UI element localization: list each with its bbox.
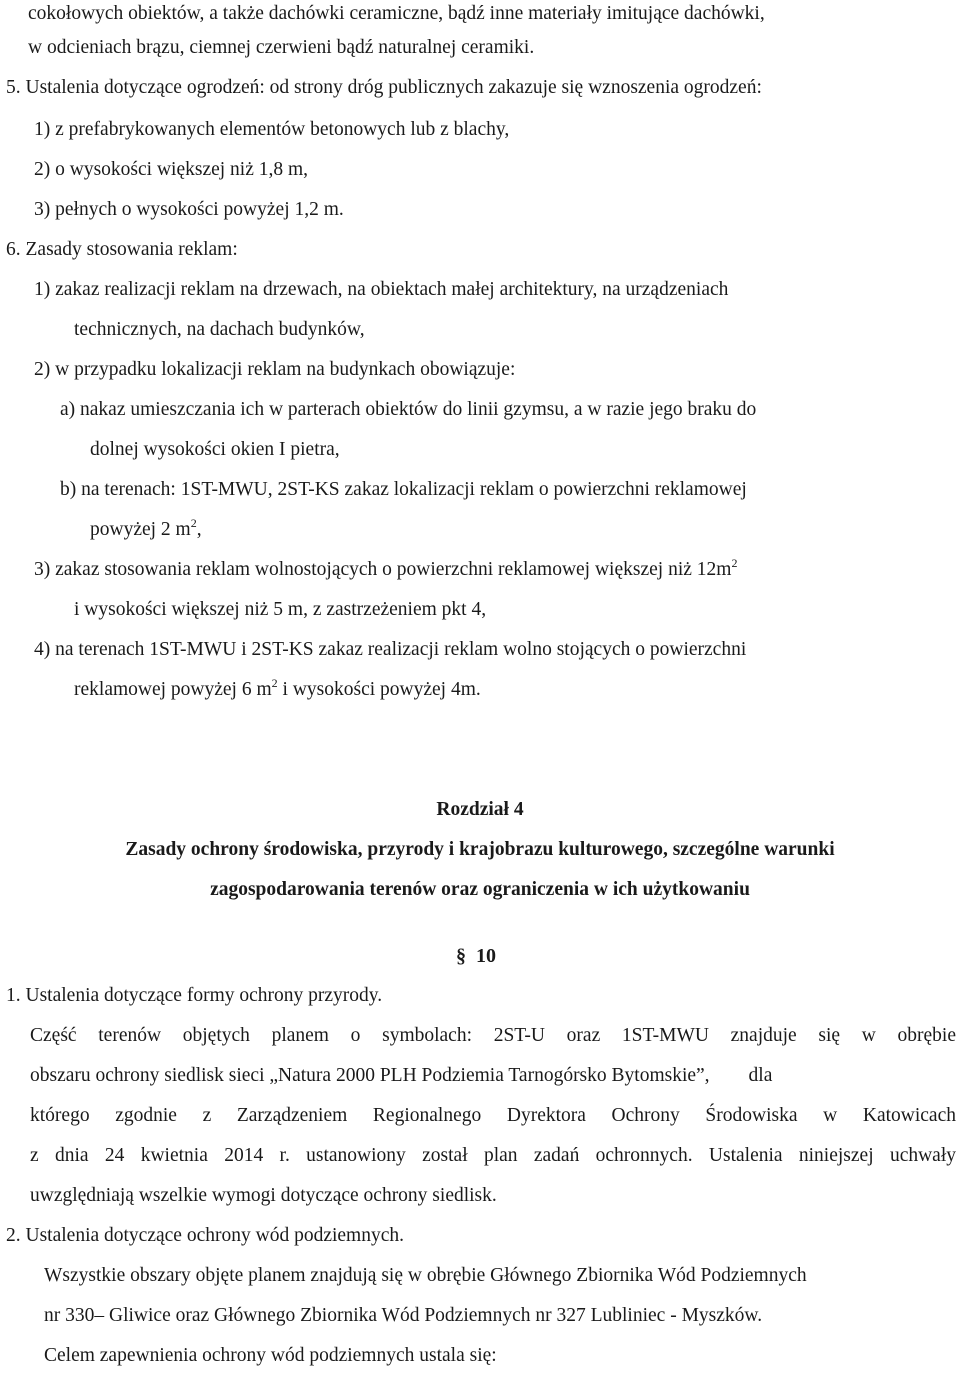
text-fragment: powyżej 2 m [90, 519, 191, 540]
text-line: Celem zapewnienia ochrony wód podziemnych ustala się: [44, 1345, 497, 1366]
text-line: uwzględniają wszelkie wymogi dotyczące ochrony siedlisk. [30, 1185, 497, 1206]
text-line: i wysokości większej niż 5 m, z zastrzeżeniem pkt 4, [74, 599, 487, 620]
paragraph-heading: 2. Ustalenia dotyczące ochrony wód podziemnych. [6, 1225, 404, 1246]
list-subitem: 1) z prefabrykowanych elementów betonowych lub z blachy, [34, 119, 510, 140]
text-fragment: i wysokości powyżej 4m. [277, 679, 481, 700]
text-line: nr 330– Gliwice oraz Głównego Zbiornika Wód Podziemnych nr 327 Lubliniec - Myszków. [44, 1305, 763, 1326]
section-number: 10 [476, 945, 496, 967]
list-subitem: 3) pełnych o wysokości powyżej 1,2 m. [34, 199, 344, 220]
list-subitem-letter: a) nakaz umieszczania ich w parterach obiektów do linii gzymsu, a w razie jego braku do [60, 399, 757, 420]
text-line [74, 675, 481, 702]
list-subitem: 4) na terenach 1ST-MWU i 2ST-KS zakaz realizacji reklam wolno stojących o powierzchni [34, 639, 747, 660]
text-fragment: reklamowej powyżej 6 m [74, 679, 272, 700]
superscript: 2 [731, 555, 738, 570]
section-heading [456, 944, 496, 968]
list-subitem [34, 555, 738, 582]
text-line: dolnej wysokości okien I pietra, [90, 439, 340, 460]
list-subitem: 2) w przypadku lokalizacji reklam na budynkach obowiązuje: [34, 359, 516, 380]
superscript: 2 [271, 675, 278, 690]
superscript: 2 [190, 515, 197, 530]
text-line: cokołowych obiektów, a także dachówki ceramiczne, bądź inne materiały imitujące dachówki, [28, 3, 765, 24]
chapter-title-line: zagospodarowania terenów oraz ograniczenia w ich użytkowaniu [210, 879, 750, 900]
text-fragment: , [196, 519, 202, 540]
list-item-6: 6. Zasady stosowania reklam: [6, 239, 238, 260]
text-line: Wszystkie obszary objęte planem znajdują się w obrębie Głównego Zbiornika Wód Podziemnych [44, 1265, 807, 1286]
text-line [90, 515, 202, 542]
list-subitem: 1) zakaz realizacji reklam na drzewach, na obiektach małej architektury, na urządzeniach [34, 279, 729, 300]
list-item-5: 5. Ustalenia dotyczące ogrodzeń: od strony dróg publicznych zakazuje się wznoszenia ogrodzeń: [6, 77, 762, 98]
text-fragment: 3) zakaz stosowania reklam wolnostojących o powierzchni reklamowej większej niż 12m [34, 559, 732, 580]
list-subitem-letter: b) na terenach: 1ST-MWU, 2ST-KS zakaz lokalizacji reklam o powierzchni reklamowej [60, 479, 747, 500]
text-line: technicznych, na dachach budynków, [74, 319, 365, 340]
list-subitem: 2) o wysokości większej niż 1,8 m, [34, 159, 309, 180]
section-symbol: § [456, 945, 466, 967]
paragraph-heading: 1. Ustalenia dotyczące formy ochrony przyrody. [6, 985, 383, 1006]
text-line: z dnia 24 kwietnia 2014 r. ustanowiony został plan zadań ochronnych. Ustalenia niniejszej uchwały [30, 1145, 956, 1166]
text-line: obszaru ochrony siedlisk sieci „Natura 2000 PLH Podziemia Tarnogórsko Bytomskie”, dla [30, 1065, 773, 1086]
chapter-title-line: Zasady ochrony środowiska, przyrody i krajobrazu kulturowego, szczególne warunki [125, 839, 835, 860]
chapter-number: Rozdział 4 [436, 799, 524, 820]
text-line: Część terenów objętych planem o symbolach: 2ST-U oraz 1ST-MWU znajduje się w obrębie [30, 1025, 956, 1046]
text-line: w odcieniach brązu, ciemnej czerwieni bądź naturalnej ceramiki. [28, 37, 535, 58]
text-line: którego zgodnie z Zarządzeniem Regionalnego Dyrektora Ochrony Środowiska w Katowicach [30, 1105, 956, 1126]
